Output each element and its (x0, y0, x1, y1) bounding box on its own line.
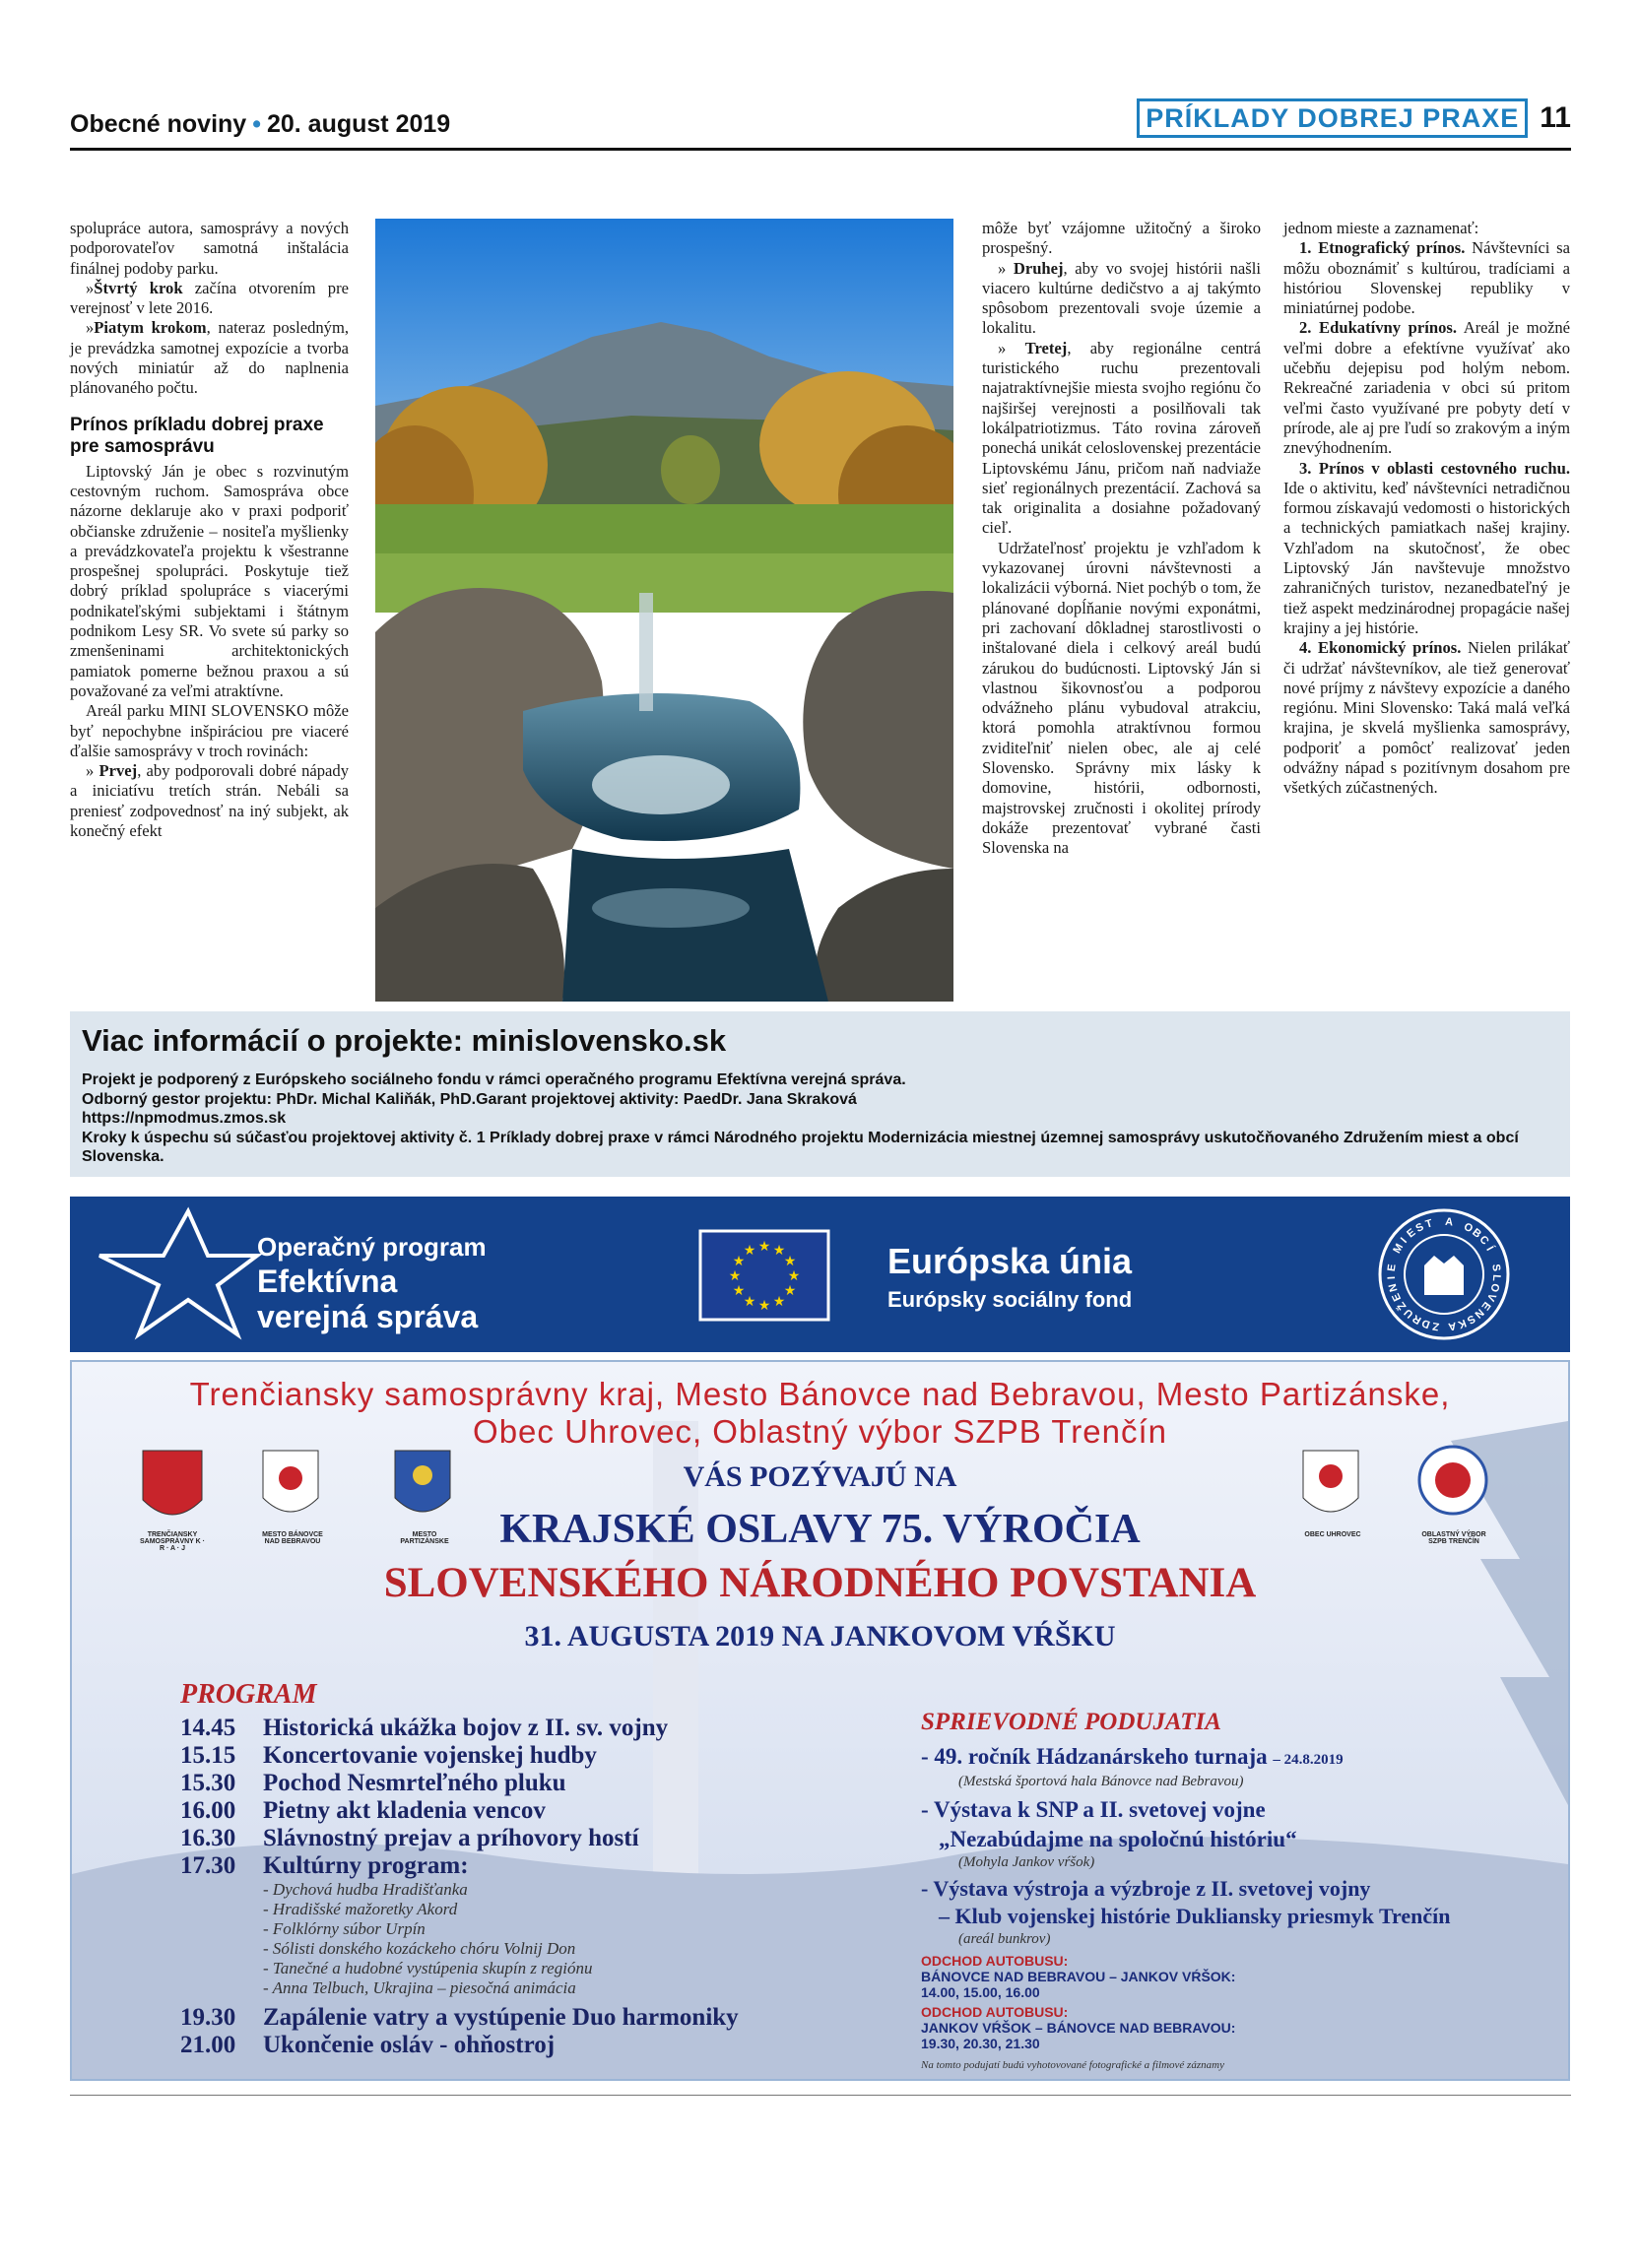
section-title: PRÍKLADY DOBREJ PRAXE (1137, 98, 1528, 138)
paragraph: 3. Prínos v oblasti cestovného ruchu. Ide o aktivitu, keď návštevníci netradičnou formou získavajú vedomosti o historických a technických pamiatkach našej krajiny. Vzhľadom na skutočnosť, že obec Liptovský Ján navštevuje množstvo zahraničných turistov, nezanedbateľný je tiež aspekt medzinárodnej propagácie našej krajiny a jej histórie. (1283, 458, 1570, 637)
paragraph: spolupráce autora, samosprávy a nových podporovateľov samotná inštalácia finálnej podoby parku. (70, 219, 349, 278)
info-link[interactable]: https://npmodmus.zmos.sk (82, 1110, 287, 1127)
seal-letter: V (1483, 1291, 1498, 1304)
seal-letter: K (1456, 1316, 1469, 1330)
seal-letter: N (1472, 1306, 1486, 1321)
crest-label: OBEC UHROVEC (1304, 1531, 1361, 1538)
issue-date: 20. august 2019 (266, 110, 451, 138)
seal-letter: B (1470, 1226, 1484, 1241)
bus-title: ODCHOD AUTOBUSU: (921, 2004, 1069, 2020)
paragraph: jednom mieste a zaznamenať: (1283, 219, 1479, 237)
article-column-1 (70, 219, 349, 841)
eu-star-icon: ★ (757, 1239, 771, 1255)
eu-title: Európska únia (887, 1241, 1133, 1281)
paragraph: Udržateľnosť projektu je vzhľadom k vykazovanej úrovni návštevnosti a lokalizácii výborná. Niet pochýb o tom, že plánované dopĺňanie novými exponátmi, pri zachovaní dôkladnej starostlivosti o inštalované diela i celkový areál budú zárukou do budúcnosti. Liptovský Ján si vlastnou šikovnosťou a podporou odvážneho plánu vybudoval atrakciu, ktorá pomohla atraktívnou formou zviditeľniť nielen obec, ale aj celé Slovensko. Správny mix lásky k domovine, histórii, odbornosti, majstrovskej zručnosti i okolitej prírody dokáže prezentovať vybrané časti Slovenska na (982, 538, 1261, 858)
paper-name: Obecné noviny (70, 110, 247, 138)
seal-letter: O (1461, 1220, 1476, 1236)
poster-title-1: KRAJSKÉ OSLAVY 75. VÝROČIA (499, 1507, 1141, 1552)
program-title: PROGRAM (180, 1679, 317, 1710)
side-event: - Výstava k SNP a II. svetovej vojne (921, 1797, 1266, 1822)
program-item: 15.15 Koncertovanie vojenskej hudby (180, 1742, 597, 1769)
eu-star-icon: ★ (772, 1294, 786, 1310)
program-subitem: - Tanečné a hudobné vystúpenia skupín z regiónu (263, 1959, 593, 1977)
bus-route: BÁNOVCE NAD BEBRAVOU – JANKOV VŔŠOK: (921, 1969, 1236, 1984)
seal-letter: S (1489, 1263, 1503, 1272)
paragraph: Liptovský Ján je obec s rozvinutým cestovným ruchom. Samospráva obce názorne deklaruje ako v praxi podporiť občianske združenie – nositeľa myšlienky a prevádzkovateľa projektu k všestranne prospešnej spolupráci. Poskytuje tiež dobrý príklad spolupráce s viacerými podnikateľskými subjektami i štátnym podnikom Lesy SR. Vo svete sú parky so zmenšeninami architektonických pamiatok pomerne bežnou praxou a sú považované za veľmi atraktívne. (70, 461, 349, 700)
side-event: „Nezabúdajme na spoločnú históriu“ (939, 1827, 1297, 1851)
seal-letter: S (1413, 1220, 1426, 1235)
paragraph: » Tretej, aby regionálne centrá turistického ruchu prezentovali najatraktívnejšie miesta svojho regiónu čo najširšej verejnosti a posilňovali tak lokálpatriotizmus. Táto rovina zároveň ponechá unikát celoslovenskej prezentácie Liptovskému Jánu, pričom naň nadviaže sieť regionálnych prezentácií. Zachová sa tak originalita a dosiahne požadovaný cieľ. (982, 338, 1261, 538)
seal-letter: A (1447, 1319, 1458, 1332)
eu-star-icon: ★ (757, 1298, 771, 1314)
seal-letter: I (1385, 1275, 1399, 1280)
seal-letter: E (1405, 1226, 1418, 1241)
side-event-place: (Mohyla Jankov vŕšok) (958, 1854, 1095, 1870)
crest-label: TRENČIANSKY SAMOSPRÁVNY K · R · A · J (140, 1531, 205, 1552)
article-photo (375, 219, 953, 1002)
seal-letter: E (1385, 1263, 1399, 1272)
zmos-seal-icon (1380, 1210, 1508, 1338)
eu-star-icon: ★ (787, 1268, 801, 1284)
info-line: Odborný gestor projektu: PhDr. Michal Kaliňák, PhD.Garant projektovej aktivity: PaedDr. Jana Skraková (82, 1090, 857, 1108)
side-event: – Klub vojenskej histórie Dukliansky priesmyk Trenčín (939, 1904, 1451, 1928)
crest-label: MESTO BÁNOVCE NAD BEBRAVOU (262, 1531, 323, 1545)
paragraph: 1. Etnografický prínos. Návštevníci sa môžu oboznámiť s kultúrou, tradíciami a históriou Slovenskej republiky v miniatúrnej podobe. (1283, 238, 1570, 318)
seal-letter: T (1423, 1217, 1434, 1231)
seal-letter: Ž (1395, 1299, 1410, 1313)
eu-star-icon: ★ (728, 1268, 742, 1284)
seal-letter: C (1476, 1233, 1491, 1248)
seal-letter: D (1419, 1316, 1432, 1330)
paragraph: »Piatym krokom, nateraz posledným, je prevádzka samotnej expozície a tvorba nových miniatúr až do naplnenia plánovaného počtu. (70, 318, 350, 398)
seal-letter: N (1386, 1282, 1401, 1293)
program-subitem: - Hradišské mažoretky Akord (263, 1900, 458, 1918)
project-info-box (70, 1011, 1570, 1177)
op-line1: Operačný program (257, 1232, 487, 1262)
poster-title-2: SLOVENSKÉHO NÁRODNÉHO POVSTANIA (383, 1560, 1257, 1606)
eu-funding-banner (70, 1197, 1570, 1352)
paragraph: » Druhej, aby vo svojej histórii našli viacero kultúrne dedičstvo a aj takýmto spôsobom prezentovali svoje územie a lokalitu. (982, 258, 1261, 338)
paragraph: » Prvej, aby podporovali dobré nápady a iniciatívu tretích strán. Nebáli sa preniesť zodpovednosť na iný subjekt, ak konečný efekt (70, 761, 349, 841)
seal-letter: I (1398, 1235, 1410, 1246)
side-event: - 49. ročník Hádzanárskeho turnaja – 24.8.2019 (921, 1744, 1344, 1769)
seal-letter: E (1390, 1291, 1405, 1304)
crest-label: MESTO PARTIZÁNSKE (400, 1531, 449, 1545)
recording-note: Na tomto podujatí budú vyhotovované fotografické a filmové záznamy (921, 2059, 1224, 2071)
header-masthead (70, 110, 450, 139)
page-bottom-rule (70, 2095, 1571, 2096)
program-item: 21.00 Ukončenie osláv - ohňostroj (180, 2032, 556, 2058)
paragraph: 2. Edukatívny prínos. Areál je možné veľmi dobre a efektívne využívať ako učebňu dejepisu pod holým nebom. Rekreačné zariadenia v obci sú pritom veľmi často využívané pre pobyty detí v prírode, ale aj pre ľudí so zrakovým a iným znevýhodnením. (1283, 318, 1570, 458)
seal-letter: L (1489, 1273, 1503, 1282)
paragraph: Areál parku MINI SLOVENSKO môže byť nepochybne inšpiráciou pre viaceré ďalšie samosprávy v troch rovinách: (70, 701, 349, 760)
side-event-place: (Mestská športová hala Bánovce nad Bebravou) (958, 1774, 1244, 1789)
section-header (1137, 98, 1571, 138)
seal-letter: M (1391, 1242, 1407, 1256)
paragraph: môže byť vzájomne užitočný a široko prospešný. (982, 219, 1261, 258)
eu-star-icon: ★ (783, 1283, 797, 1299)
poster-invite: VÁS POZÝVAJÚ NA (683, 1460, 957, 1493)
article-column-4 (1283, 219, 1570, 799)
bus-times: 14.00, 15.00, 16.00 (921, 1984, 1040, 2000)
program-item: 15.30 Pochod Nesmrteľného pluku (180, 1770, 566, 1796)
side-event: - Výstava výstroja a výzbroje z II. svetovej vojny (921, 1876, 1371, 1901)
eu-star-icon: ★ (732, 1254, 746, 1269)
bus-route: JANKOV VŔŠOK – BÁNOVCE NAD BEBRAVOU: (921, 2020, 1236, 2036)
bus-times: 19.30, 20.30, 21.30 (921, 2036, 1040, 2051)
section-heading: Prínos príkladu dobrej praxe pre samosprávu (70, 414, 324, 457)
poster-organizers-line2: Obec Uhrovec, Oblastný výbor SZPB Trenčín (473, 1413, 1167, 1450)
poster-date: 31. AUGUSTA 2019 NA JANKOVOM VŔŠKU (524, 1620, 1116, 1652)
op-line3: verejná správa (257, 1299, 479, 1334)
eu-star-icon: ★ (772, 1243, 786, 1259)
seal-letter: U (1402, 1306, 1416, 1321)
header-rule (70, 148, 1571, 151)
bus-title: ODCHOD AUTOBUSU: (921, 1953, 1069, 1969)
program-subitem: - Anna Telbuch, Ukrajina – piesočná animácia (263, 1978, 576, 1997)
snp-celebration-poster (70, 1360, 1570, 2081)
seal-letter: O (1487, 1281, 1502, 1294)
program-item: 17.30 Kultúrny program: (180, 1852, 469, 1879)
info-title: Viac informácií o projekte: minislovensko.sk (82, 1023, 727, 1058)
program-item: 16.00 Pietny akt kladenia vencov (180, 1797, 546, 1824)
eu-star-icon: ★ (743, 1294, 756, 1310)
eu-star-icon: ★ (732, 1283, 746, 1299)
program-subitem: - Dychová hudba Hradišťanka (263, 1880, 468, 1899)
separator-dot: • (252, 110, 261, 138)
program-subitem: - Folklórny súbor Urpín (263, 1919, 426, 1938)
seal-letter: S (1465, 1312, 1477, 1327)
seal-letter: R (1410, 1312, 1424, 1327)
crest-label: OBLASTNÝ VÝBOR SZPB TRENČÍN (1421, 1531, 1486, 1545)
op-star-logo-icon (99, 1211, 257, 1334)
seal-letter: A (1444, 1215, 1454, 1229)
program-list (180, 1715, 739, 2059)
info-line: Kroky k úspechu sú súčasťou projektovej aktivity č. 1 Príklady dobrej praxe v rámci Národného projektu Modernizácia miestnej územnej samosprávy uskutočňovaného Združením miest a obcí Slovenska. (82, 1129, 1519, 1165)
seal-letter: Í (1483, 1244, 1496, 1254)
page-number: 11 (1540, 101, 1571, 134)
program-item: 16.30 Slávnostný prejav a príhovory hostí (180, 1825, 639, 1851)
eu-star-icon: ★ (783, 1254, 797, 1269)
seal-letter: Z (1431, 1319, 1440, 1332)
eu-subtitle: Európsky sociálny fond (887, 1287, 1133, 1312)
info-line: Projekt je podporený z Európskeho sociálneho fondu v rámci operačného programu Efektívna verejná správa. (82, 1071, 906, 1088)
seal-letter: E (1478, 1299, 1493, 1313)
article-column-3 (982, 219, 1261, 859)
landscape-photo-illustration (375, 219, 953, 1002)
program-item: 19.30 Zapálenie vatry a vystúpenie Duo harmoniky (180, 2004, 739, 2031)
op-line2: Efektívna (257, 1264, 398, 1299)
program-subitem: - Sólisti donského kozáckeho chóru Volnij Don (263, 1939, 576, 1958)
paragraph: »Štvrtý krok začína otvorením pre verejnosť v lete 2016. (70, 278, 349, 318)
eu-star-icon: ★ (743, 1243, 756, 1259)
poster-organizers-line1: Trenčiansky samosprávny kraj, Mesto Bánovce nad Bebravou, Mesto Partizánske, (189, 1376, 1451, 1412)
program-item: 14.45 Historická ukážka bojov z II. sv. vojny (180, 1715, 669, 1741)
side-events-title: SPRIEVODNÉ PODUJATIA (921, 1709, 1221, 1735)
paragraph: 4. Ekonomický prínos. Nielen prilákať či udržať návštevníkov, ale tiež generovať nové príjmy z návštevy expozície a daného regiónu. Mini Slovensko: Taká malá veľká krajina, je skvelá myšlienka samosprávy, podporiť a pomôcť realizovať jeden odvážny nápad s pozitívnym dosahom pre všetkých zúčastnených. (1283, 638, 1570, 798)
side-event-place: (areál bunkrov) (958, 1931, 1051, 1947)
